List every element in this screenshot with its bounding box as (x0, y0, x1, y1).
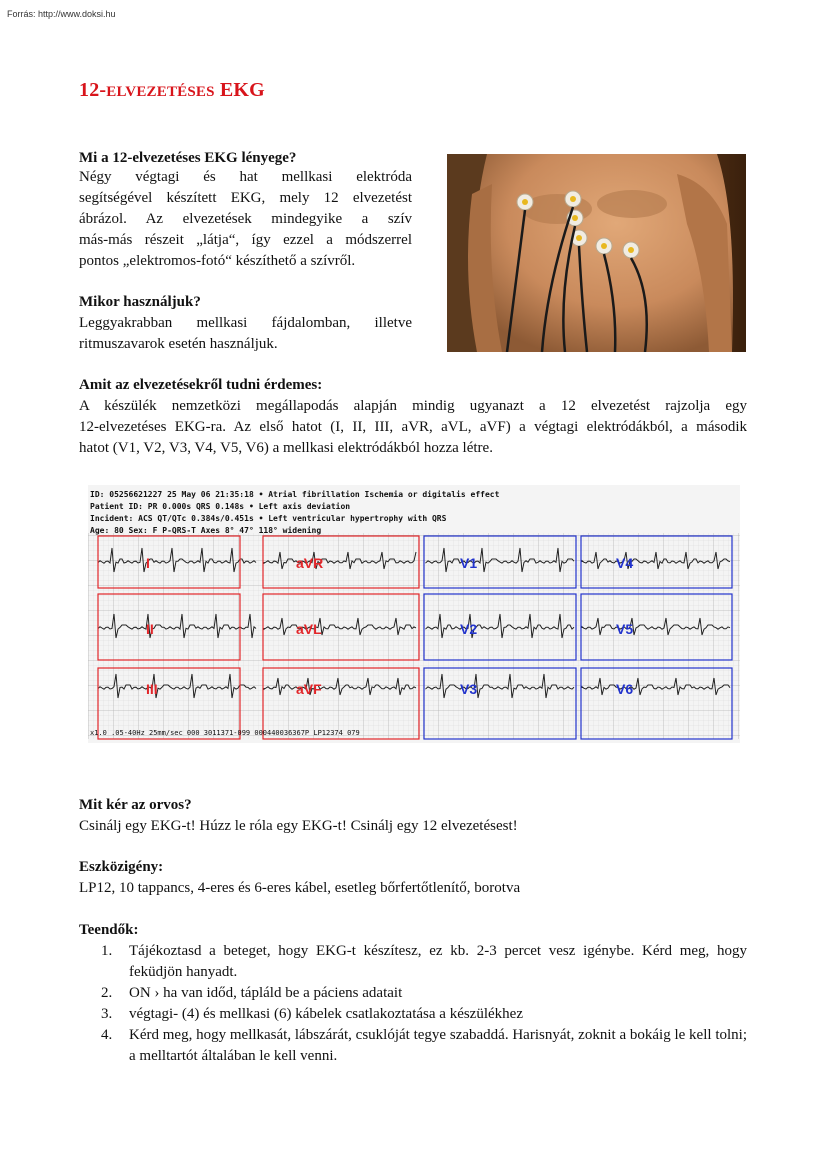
list-item (79, 983, 747, 1004)
section1-line: Négy végtagi és hat mellkasi elektróda (79, 169, 412, 185)
lead-label: aVR (296, 555, 324, 571)
lead-label: aVF (296, 681, 322, 697)
section5-heading: Eszközigény: (79, 859, 164, 875)
title-number: 12- (79, 79, 107, 101)
lead-label: III (146, 681, 158, 697)
section2-body (79, 313, 412, 355)
section2-heading: Mikor használjuk? (79, 294, 201, 310)
title-end: EKG (214, 79, 265, 101)
list-item-number: 2. (101, 985, 113, 1001)
section3-line: A készülék nemzetközi megállapodás alapján mindig ugyanazt a 12 elvezetést rajzolja egy (79, 398, 747, 414)
list-item-text: Kérd meg, hogy mellkasát, lábszárát, csuklóját tegye szabaddá. Harisnyát, zoknit a bokáig le kell tolni; a melltartót általában le kell venni. (129, 1027, 747, 1064)
lead-label: V3 (460, 681, 478, 697)
list-item-number: 1. (101, 943, 113, 959)
list-item-text: végtagi- (4) és mellkasi (6) kábelek csatlakoztatása a készülékhez (129, 1006, 523, 1022)
title-word: ELVEZETÉSES (106, 84, 215, 100)
section1-line: más-más részeit „látja“, így ezzel a módszerrel (79, 232, 412, 248)
section3-line: 12-elvezetéses EKG-ra. Az első hatot (I, II, III, aVR, aVL, aVF) a végtagi elektródákból, a második (79, 419, 747, 435)
section6-heading: Teendők: (79, 922, 139, 938)
ecg-header-line: Age: 80 Sex: F P-QRS-T Axes 8° 47° 118° widening (90, 526, 322, 535)
ecg-header-line: ID: 05256621227 25 May 06 21:35:18 • Atrial fibrillation Ischemia or digitalis effect (90, 490, 500, 499)
ecg-header-line: Incident: ACS QT/QTc 0.384s/0.451s • Left ventricular hypertrophy with QRS (90, 514, 447, 523)
lead-label: V5 (616, 621, 634, 637)
task-list (79, 941, 747, 1067)
section3-body (79, 396, 747, 459)
list-item (79, 1025, 747, 1067)
list-item-text: ON › ha van időd, tápláld be a páciens adatait (129, 985, 403, 1001)
list-item-text: Tájékoztasd a beteget, hogy EKG-t készítesz, ez kb. 2-3 percet vesz igénybe. Kérd meg, hogy feküdjön hanyadt. (129, 943, 747, 980)
section1-line: ábrázol. Az elvezetések mindegyike a szív (79, 211, 412, 227)
lead-label: V1 (460, 555, 478, 571)
section4-heading: Mit kér az orvos? (79, 797, 192, 813)
lead-label: II (146, 621, 154, 637)
section3-heading: Amit az elvezetésekről tudni érdemes: (79, 377, 323, 393)
section1-heading: Mi a 12-elvezetéses EKG lényege? (79, 150, 297, 166)
section5-line: LP12, 10 tappancs, 4-eres és 6-eres kábel, esetleg bőrfertőtlenítő, borotva (79, 880, 521, 896)
list-item-number: 3. (101, 1006, 113, 1022)
list-item (79, 941, 747, 983)
lead-label: V6 (616, 681, 634, 697)
ecg-footer: x1.0 .05-40Hz 25mm/sec 000 3011371-099 000440036367P LP12374 079 (90, 729, 360, 737)
lead-label: V4 (616, 555, 634, 571)
page-title (79, 79, 265, 102)
lead-label: aVL (296, 621, 322, 637)
ecg-printout (88, 485, 740, 743)
section4-line: Csinálj egy EKG-t! Húzz le róla egy EKG-t! Csinálj egy 12 elvezetésest! (79, 818, 518, 834)
lead-label: I (146, 555, 150, 571)
list-item-number: 4. (101, 1027, 113, 1043)
source-line: Forrás: http://www.doksi.hu (7, 9, 116, 19)
section1-body (79, 167, 412, 272)
section1-line: pontos „elektromos-fotó“ készíthető a szívről. (79, 253, 356, 269)
ecg-electrodes-photo (447, 154, 746, 352)
section3-line: hatot (V1, V2, V3, V4, V5, V6) a mellkasi elektródákból hozza létre. (79, 440, 493, 456)
ecg-header-line: Patient ID: PR 0.000s QRS 0.148s • Left axis deviation (90, 502, 351, 511)
section2-line: Leggyakrabban mellkasi fájdalomban, illetve (79, 315, 412, 331)
section2-line: ritmuszavarok esetén használjuk. (79, 336, 278, 352)
list-item (79, 1004, 747, 1025)
section1-line: segítségével készített EKG, mely 12 elvezetést (79, 190, 412, 206)
lead-label: V2 (460, 621, 478, 637)
